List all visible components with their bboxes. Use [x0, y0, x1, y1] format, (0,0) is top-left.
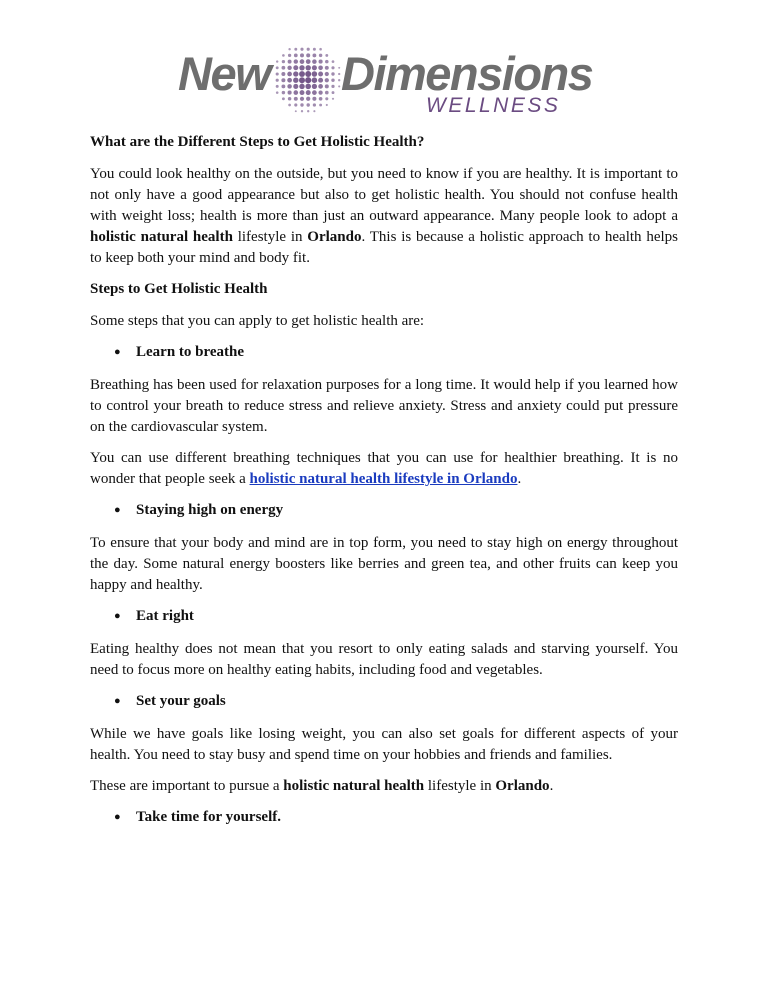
logo-dot	[306, 65, 311, 70]
logo-dot	[276, 60, 278, 62]
logo-dot	[276, 79, 279, 82]
logo-dot	[287, 78, 292, 83]
logo-dot	[338, 67, 340, 69]
logo-dot	[295, 110, 297, 112]
logo-dot	[307, 110, 309, 112]
bullet-icon: ●	[114, 346, 121, 358]
logo-dot	[332, 60, 335, 63]
list-item	[90, 691, 678, 712]
logo-dot	[312, 77, 318, 83]
logo-dot	[325, 84, 329, 88]
logo-dot	[299, 84, 305, 90]
logo-dot	[338, 85, 340, 87]
logo-word-new: New	[178, 47, 271, 100]
logo-dot	[325, 60, 329, 64]
logo-dot	[331, 72, 334, 75]
logo-dot	[301, 110, 303, 112]
bullet-label: Take time for yourself.	[136, 809, 281, 825]
logo-dot	[305, 71, 311, 77]
logo-dot	[282, 97, 285, 100]
logo-dot	[312, 65, 317, 70]
logo-dot	[281, 84, 285, 88]
list-item	[90, 500, 678, 521]
logo-dot	[325, 66, 329, 70]
logo-dot	[300, 53, 304, 57]
bullet-label: Staying high on energy	[136, 502, 284, 518]
bullet-label: Eat right	[136, 608, 194, 624]
logo-dot	[276, 72, 279, 75]
logo-dot	[294, 97, 298, 101]
logo-dot	[325, 97, 328, 100]
logo-dot	[300, 103, 303, 106]
logo-dot	[306, 59, 311, 64]
holistic-health-link[interactable]: holistic natural health lifestyle in Orlando	[249, 471, 518, 487]
logo-dot	[319, 97, 323, 101]
logo-dot	[331, 85, 334, 88]
step-paragraph: To ensure that your body and mind are in top form, you need to stay high on energy throughout the day. Some natural energy boosters like berries and green tea, and other fruits can keep you happy and healthy.	[90, 535, 678, 593]
logo-dot	[331, 78, 334, 81]
logo-dot	[306, 103, 309, 106]
logo	[176, 40, 593, 122]
logo-dot	[307, 48, 310, 51]
logo-dot	[281, 78, 285, 82]
logo-dot	[281, 72, 285, 76]
logo-dot	[282, 91, 285, 94]
logo-dot	[332, 91, 335, 94]
step-paragraph: Eating healthy does not mean that you resort to only eating salads and starving yourself. You need to focus more on healthy eating habits, including food and vegetables.	[90, 641, 678, 678]
step-paragraph: You can use different breathing techniques that you can use for healthier breathing. It is no wonder that people seek a holistic natural health lifestyle in Orlando.	[90, 450, 678, 487]
logo-dot	[300, 90, 305, 95]
bullet-icon: ●	[114, 610, 121, 622]
logo-dot	[299, 71, 305, 77]
logo-dot	[318, 72, 323, 77]
closing-paragraph: These are important to pursue a holistic natural health lifestyle in Orlando.	[90, 778, 554, 794]
logo-dot	[331, 66, 334, 69]
logo-dot	[313, 110, 315, 112]
logo-dot	[312, 59, 317, 64]
logo-dot	[313, 103, 316, 106]
logo-dot	[276, 91, 279, 94]
bullet-icon: ●	[114, 504, 121, 516]
logo-dot	[288, 97, 292, 101]
logo-subtitle: WELLNESS	[426, 94, 561, 117]
logo-dot	[276, 85, 279, 88]
document-body	[90, 132, 678, 840]
logo-dot	[293, 71, 298, 76]
logo-dot	[287, 66, 291, 70]
logo-dot	[276, 66, 279, 69]
logo-dot	[306, 97, 310, 101]
bullet-label: Learn to breathe	[136, 344, 245, 360]
logo-dot	[338, 73, 340, 75]
logo-dot	[299, 65, 304, 70]
logo-dot	[282, 60, 285, 63]
logo-dot	[287, 72, 292, 77]
logo-dot	[293, 84, 298, 89]
logo-dot	[318, 66, 323, 71]
list-item	[90, 606, 678, 627]
logo-dot	[282, 66, 286, 70]
logo-dot	[288, 54, 291, 57]
logo-dot	[319, 60, 323, 64]
logo-dot	[293, 78, 298, 83]
page-title: What are the Different Steps to Get Holistic Health?	[90, 134, 425, 150]
logo-dot	[300, 59, 305, 64]
steps-intro: Some steps that you can apply to get holistic health are:	[90, 313, 425, 329]
logo-dot	[288, 48, 290, 50]
logo-dot	[294, 48, 297, 51]
logo-dot	[306, 53, 310, 57]
logo-dot	[312, 84, 317, 89]
logo-dots-icon	[268, 40, 344, 116]
step-paragraph: Breathing has been used for relaxation purposes for a long time. It would help if you learned how to control your breath to reduce stress and relieve anxiety. Stress and anxiety could put pressure on the cardiovascular system.	[90, 377, 678, 435]
logo-dot	[312, 90, 317, 95]
logo-dot	[312, 97, 316, 101]
bullet-icon: ●	[114, 695, 121, 707]
logo-dot	[319, 48, 322, 51]
logo-dot	[325, 72, 329, 76]
logo-dot	[325, 78, 329, 82]
logo-dot	[287, 84, 292, 89]
bullet-icon: ●	[114, 811, 121, 823]
logo-dot	[319, 104, 322, 107]
section-heading: Steps to Get Holistic Health	[90, 281, 268, 297]
logo-dot	[294, 59, 298, 63]
logo-dot	[306, 90, 311, 95]
logo-dot	[294, 90, 299, 95]
logo-dot	[319, 54, 322, 57]
intro-paragraph: You could look healthy on the outside, but you need to know if you are healthy. It is important to not only have a good appearance but also to get holistic health. You should not confuse health with weight loss; health is more than just an outward appearance. Many people look to adopt a holistic natural health lifestyle in Orlando. This is because a holistic approach to health helps to keep both your mind and body fit.	[90, 166, 678, 266]
logo-dot	[332, 98, 334, 100]
logo-dot	[313, 48, 316, 51]
logo-dot	[288, 104, 291, 107]
step-paragraph: While we have goals like losing weight, you can also set goals for different aspects of your health. You need to stay busy and spend time on your hobbies and friends and families.	[90, 726, 678, 763]
logo-dot	[312, 53, 316, 57]
logo-dot	[294, 103, 297, 106]
logo-dot	[325, 54, 328, 57]
logo-dot	[305, 77, 311, 83]
logo-dot	[325, 91, 329, 95]
logo-dot	[305, 84, 311, 90]
logo-dot	[293, 65, 298, 70]
logo-dot	[312, 71, 318, 77]
logo-dot	[326, 104, 328, 106]
list-item	[90, 807, 678, 828]
logo-dot	[318, 90, 322, 94]
logo-dot	[300, 48, 303, 51]
logo-word-dimensions: Dimensions	[341, 47, 593, 100]
logo-dot	[288, 60, 292, 64]
bullet-label: Set your goals	[136, 693, 226, 709]
logo-dot	[318, 84, 323, 89]
logo-dot	[294, 54, 298, 58]
logo-dot	[318, 78, 323, 83]
logo-dot	[282, 54, 285, 57]
logo-dot	[288, 91, 292, 95]
list-item	[90, 342, 678, 363]
logo-dot	[300, 97, 304, 101]
logo-dot	[299, 77, 305, 83]
